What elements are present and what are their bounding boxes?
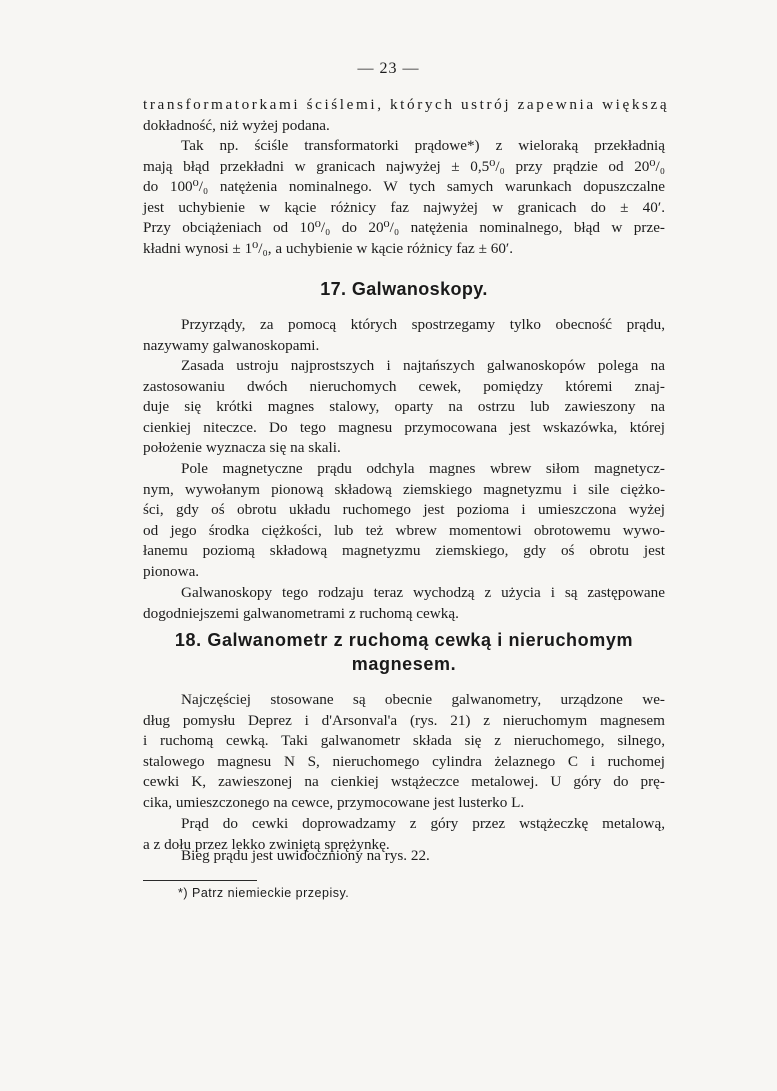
text-line: cewki K, zawieszonej na cienkiej wstążeczce metalowej. U góry do prę- bbox=[143, 773, 665, 791]
text-line: Przy obciążeniach od 10⁰/₀ do 20⁰/₀ natężenia nominalnego, błąd w prze- bbox=[143, 219, 665, 237]
text-line: Galwanoskopy tego rodzaju teraz wychodzą z użycia i są zastępowane bbox=[181, 584, 665, 601]
text-line: Najczęściej stosowane są obecnie galwanometry, urządzone we- bbox=[181, 691, 665, 708]
text-line: Pole magnetyczne prądu odchyla magnes wbrew siłom magnetycz- bbox=[181, 460, 665, 477]
text-line: Bieg prądu jest uwidoczniony na rys. 22. bbox=[181, 847, 430, 864]
text-line: stalowego magnesu N S, nieruchomego cylindra żelaznego C i ruchomej bbox=[143, 752, 665, 770]
paragraph-tak-np bbox=[143, 136, 665, 260]
paragraph-17-1 bbox=[143, 315, 665, 356]
section-heading-18: 18. Galwanometr z ruchomą cewką i nieruchomym bbox=[174, 630, 634, 650]
text-line: jest uchybienie w kącie różnicy faz najwyżej w granicach do ± 40′. bbox=[143, 198, 665, 216]
text-line: cienkiej niteczce. Do tego magnesu przymocowana jest wskazówka, której bbox=[143, 418, 665, 436]
paragraph-18-3 bbox=[143, 846, 665, 867]
text-line: a z dołu przez lekko zwiniętą sprężynkę. bbox=[143, 835, 390, 853]
page-number: — 23 — bbox=[357, 60, 420, 77]
footnote: *) Patrz niemieckie przepisy. bbox=[178, 886, 350, 900]
text-line: Prąd do cewki doprowadzamy z góry przez wstążeczkę metalową, bbox=[181, 815, 665, 832]
text-line: dogodniejszemi galwanometrami z ruchomą cewką. bbox=[143, 604, 459, 622]
paragraph-17-4 bbox=[143, 583, 665, 624]
text-line: mają błąd przekładni w granicach najwyżej ± 0,5⁰/₀ przy prądzie od 20⁰/₀ bbox=[143, 157, 665, 175]
text-line: pionowa. bbox=[143, 562, 200, 580]
text-line: cika, umieszczonego na cewce, przymocowane jest lusterko L. bbox=[143, 793, 525, 811]
text-line: kładni wynosi ± 1⁰/₀, a uchybienie w kącie różnicy faz ± 60′. bbox=[143, 239, 514, 257]
text-line: dług pomysłu Deprez i d'Arsonval'a (rys. 21) z nieruchomym magnesem bbox=[143, 711, 665, 729]
text-line: od jego środka ciężkości, lub też wbrew momentowi obrotowemu wywo- bbox=[143, 521, 665, 539]
paragraph-17-2 bbox=[143, 356, 665, 459]
text-line: Zasada ustroju najprostszych i najtańszych galwanoskopów polega na bbox=[181, 357, 665, 374]
text-line: łanemu poziomą składową magnetyzmu ziemskiego, gdy oś obrotu jest bbox=[143, 542, 665, 560]
text-line: transformatorkami ściślemi, których ustrój zapewnia większą bbox=[143, 96, 670, 113]
text-line: do 100⁰/₀ natężenia nominalnego. W tych samych warunkach dopuszczalne bbox=[143, 178, 665, 196]
text-line: duje się krótki magnes stalowy, oparty na ostrzu lub zawieszony na bbox=[143, 398, 665, 416]
text-line: zastosowaniu dwóch nieruchomych cewek, pomiędzy któremi znaj- bbox=[143, 377, 665, 395]
text-line: Tak np. ściśle transformatorki prądowe*) z wieloraką przekładnią bbox=[181, 137, 665, 154]
paragraph-17-3 bbox=[143, 459, 665, 583]
paragraph-18-1 bbox=[143, 690, 665, 814]
footnote-divider bbox=[143, 880, 257, 881]
paragraph-intro bbox=[143, 95, 670, 136]
text-line: dokładność, niż wyżej podana. bbox=[143, 116, 330, 134]
text-line: nym, wywołanym pionową składową ziemskiego magnetyzmu i sile ciężko- bbox=[143, 480, 665, 498]
section-heading-17: 17. Galwanoskopy. bbox=[320, 279, 488, 299]
text-line: ści, gdy oś obrotu układu ruchomego jest pozioma i umieszczona wyżej bbox=[143, 501, 665, 519]
text-line: Przyrządy, za pomocą których spostrzegamy tylko obecność prądu, bbox=[181, 316, 665, 333]
text-line: i ruchomą cewką. Taki galwanometr składa się z nieruchomego, silnego, bbox=[143, 732, 665, 750]
section-heading-18-cont: magnesem. bbox=[351, 654, 457, 674]
text-line: nazywamy galwanoskopami. bbox=[143, 336, 320, 354]
text-line: położenie wyznacza się na skali. bbox=[143, 439, 341, 457]
